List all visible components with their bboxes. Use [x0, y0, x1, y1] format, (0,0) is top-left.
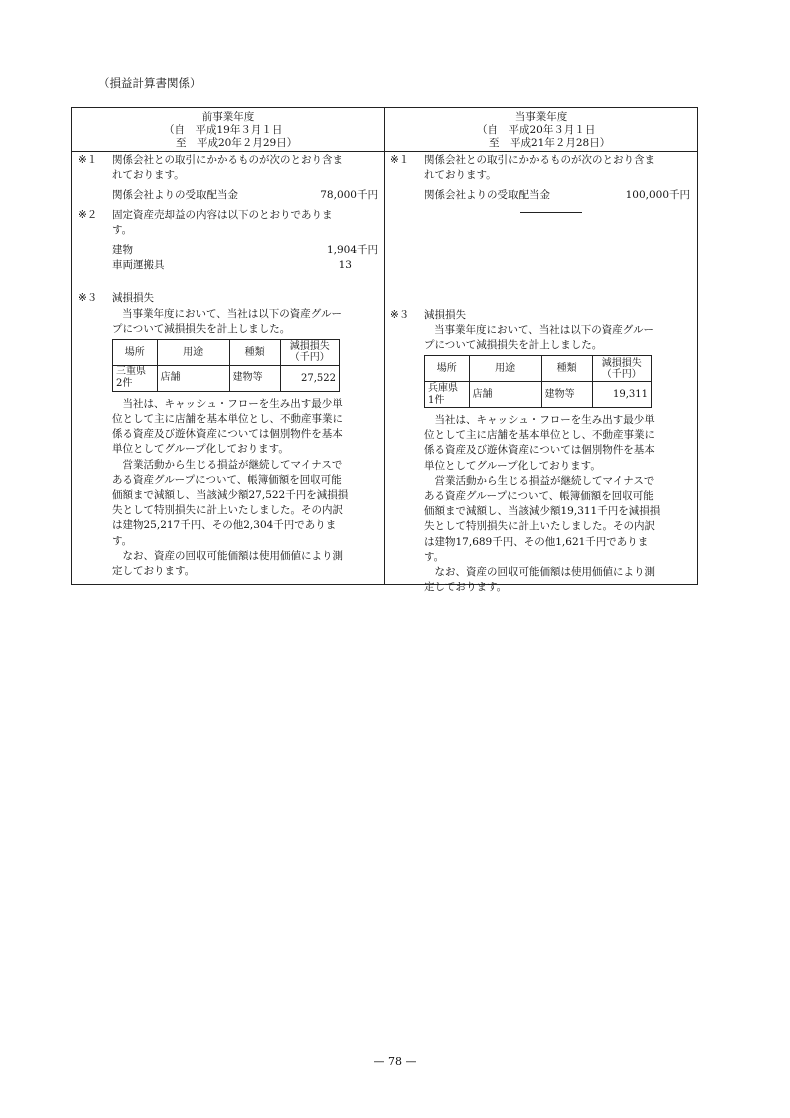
body-line: ある資産グループについて、帳簿価額を回収可能: [112, 473, 342, 486]
curr-year-title: 当事業年度: [514, 111, 568, 123]
body-line: 営業活動から生じる損益が継続してマイナスで: [112, 458, 343, 471]
table-cell-loss: 27,522: [280, 365, 339, 391]
prev-year-column: [78, 153, 378, 579]
note1-mark: ※１: [390, 154, 410, 166]
body-line: 定しております。: [112, 564, 196, 577]
body-line: 単位としてグループ化しております。: [112, 443, 289, 456]
note3-body: [112, 397, 380, 579]
note3-intro-cont: プについて減損損失を計上しました。: [424, 338, 603, 351]
note1-amount: 78,000千円: [320, 189, 378, 202]
body-line: 係る資産及び遊休資産については個別物件を基本: [112, 428, 343, 441]
note2-text-cont: す。: [112, 223, 133, 236]
body-line: 位として主に店舗を基本単位とし、不動産事業に: [112, 413, 343, 426]
table-cell-place-l1: 三重県: [116, 366, 146, 378]
table-header-place: 場所: [113, 339, 158, 365]
body-line: 位として主に店舗を基本単位とし、不動産事業に: [424, 429, 655, 442]
body-line: 失として特別損失に計上いたしました。その内訳: [424, 520, 655, 533]
table-header-loss: [280, 339, 339, 365]
body-line: 価額まで減額し、当該減少額27,522千円を減損損: [112, 489, 349, 501]
note3-intro-cont: プについて減損損失を計上しました。: [112, 322, 291, 335]
table-cell-place-l2: 2件: [116, 378, 133, 390]
body-line: 価額まで減額し、当該減少額19,311千円を減損損: [424, 505, 661, 518]
table-cell-place-l2: 1件: [428, 394, 445, 406]
table-header-use: 用途: [469, 356, 541, 382]
prev-year-to: 至 平成20年２月29日）: [176, 137, 298, 149]
table-cell-use: 店舗: [157, 365, 229, 391]
note1-item: 関係会社よりの受取配当金: [424, 189, 550, 202]
note2-amount-building: 1,904千円: [326, 243, 378, 256]
curr-year-header: [385, 111, 697, 150]
page-number: — 78 —: [373, 1055, 417, 1068]
table-cell-kind: 建物等: [541, 382, 592, 408]
table-header-loss: [592, 356, 651, 382]
note3-body: [424, 413, 692, 595]
body-line: 係る資産及び遊休資産については個別物件を基本: [424, 444, 655, 457]
curr-year-column: [390, 153, 690, 595]
note3-title: 減損損失: [424, 308, 466, 321]
body-line: は建物25,217千円、その他2,304千円でありま: [112, 519, 337, 532]
note3-mark: ※３: [78, 292, 98, 305]
body-line: 単位としてグループ化しております。: [424, 459, 601, 472]
note3-intro: 当事業年度において、当社は以下の資産グルー: [434, 323, 654, 336]
note2-item-vehicles: 車両運搬具: [112, 259, 165, 272]
body-line: 定しております。: [424, 581, 508, 594]
section-title: （損益計算書関係）: [98, 76, 202, 90]
body-line: なお、資産の回収可能価額は使用価値により測: [424, 565, 655, 578]
table-cell-place: [425, 382, 470, 408]
prev-year-title: 前事業年度: [201, 111, 255, 123]
curr-year-from: （自 平成20年３月１日: [477, 124, 596, 136]
table-header-place: 場所: [425, 356, 470, 382]
impairment-table: [112, 339, 340, 392]
body-line: ある資産グループについて、帳簿価額を回収可能: [424, 490, 654, 502]
table-cell-place-l1: 兵庫県: [428, 382, 458, 394]
table-header-loss-l1: 減損損失: [289, 341, 330, 353]
prev-year-from: （自 平成19年３月１日: [164, 124, 283, 136]
table-cell-use: 店舗: [469, 382, 541, 408]
note2-mark: ※２: [78, 208, 98, 221]
note1-text-cont: れております。: [112, 169, 185, 182]
impairment-table: [424, 355, 652, 408]
note1-text: 関係会社との取引にかかるものが次のとおり含ま: [112, 154, 343, 166]
note2-none-rule: [520, 212, 582, 213]
table-header-loss-l1: 減損損失: [601, 357, 642, 369]
table-header-use: 用途: [157, 339, 229, 365]
table-cell-place: [113, 365, 158, 391]
table-header-loss-l2: （千円）: [289, 352, 330, 364]
body-line: す。: [112, 534, 133, 547]
header-divider: [72, 151, 697, 152]
body-line: 営業活動から生じる損益が継続してマイナスで: [424, 474, 655, 487]
notes-table: [71, 107, 698, 594]
column-divider: [384, 108, 385, 584]
note1-mark: ※１: [78, 154, 98, 166]
body-line: 当社は、キャッシュ・フローを生み出す最少単: [424, 414, 655, 427]
note1-text-cont: れております。: [424, 169, 497, 182]
note1-amount: 100,000千円: [625, 189, 690, 202]
table-header-kind: 種類: [541, 356, 592, 382]
table-cell-loss: 19,311: [592, 382, 651, 408]
note3-intro: 当事業年度において、当社は以下の資産グルー: [122, 307, 342, 320]
table-header-loss-l2: （千円）: [601, 368, 642, 380]
prev-year-header: [72, 111, 384, 150]
note2-item-building: 建物: [112, 243, 133, 256]
body-line: す。: [424, 550, 445, 563]
note2-amount-vehicles: 13: [338, 259, 352, 272]
note2-text: 固定資産売却益の内容は以下のとおりでありま: [112, 208, 333, 221]
body-line: なお、資産の回収可能価額は使用価値により測: [112, 549, 343, 562]
note1-item: 関係会社よりの受取配当金: [112, 189, 238, 202]
note3-title: 減損損失: [112, 292, 154, 305]
table-cell-kind: 建物等: [229, 365, 280, 391]
body-line: 当社は、キャッシュ・フローを生み出す最少単: [112, 397, 343, 410]
body-line: は建物17,689千円、その他1,621千円でありま: [424, 535, 649, 548]
note3-mark: ※３: [390, 308, 410, 321]
note1-text: 関係会社との取引にかかるものが次のとおり含ま: [424, 154, 655, 166]
table-header-kind: 種類: [229, 339, 280, 365]
body-line: 失として特別損失に計上いたしました。その内訳: [112, 504, 343, 517]
curr-year-to: 至 平成21年２月28日）: [489, 137, 611, 149]
